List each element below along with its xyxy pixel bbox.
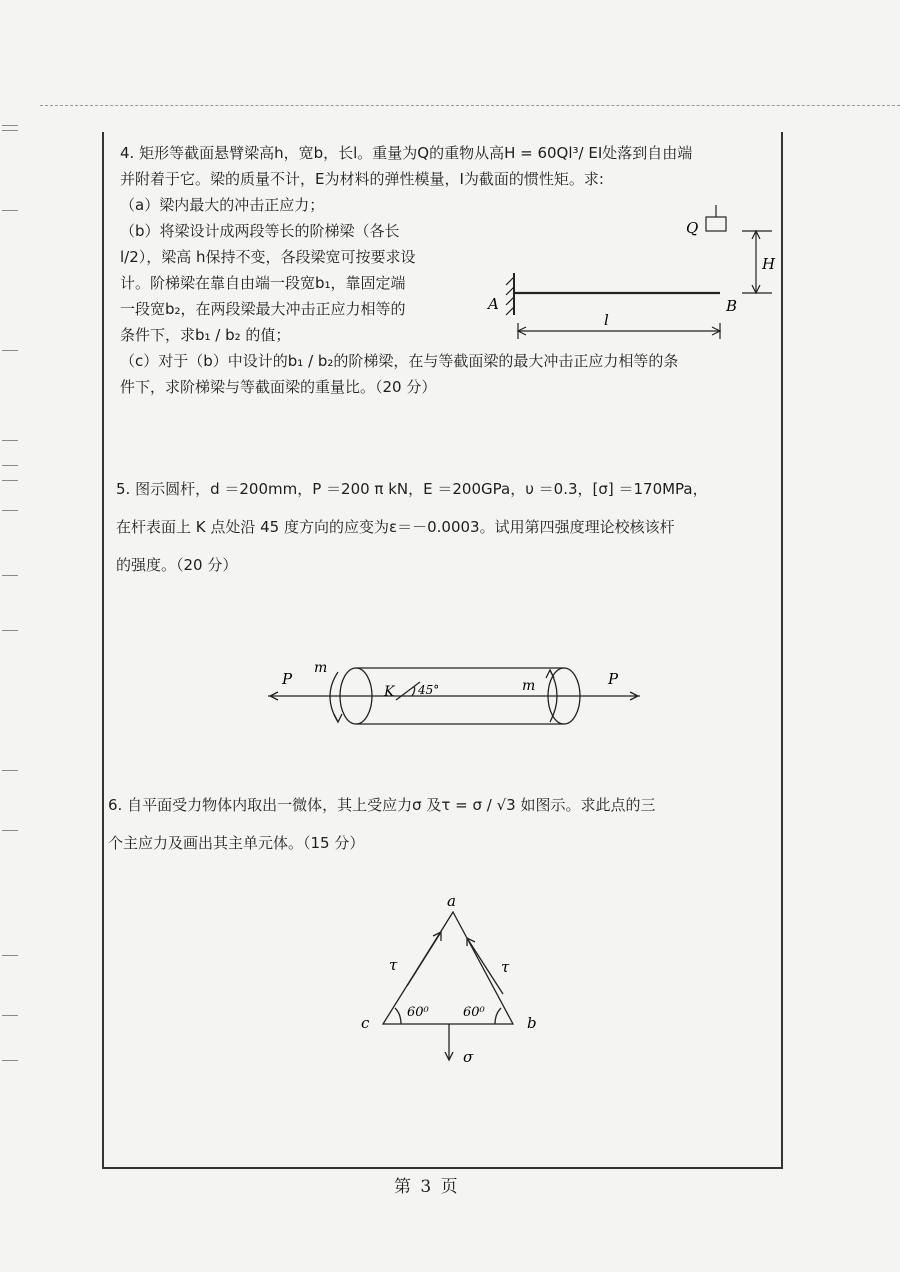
triangle-element	[383, 912, 513, 1024]
label-sigma: σ	[463, 1048, 474, 1066]
label-60-left: 60⁰	[407, 1005, 429, 1020]
q5-line-1: 5. 图示圆杆，d ＝200mm，P ＝200 π kN，E ＝200GPa，υ ＝0.3，[σ] ＝170MPa，	[116, 480, 708, 498]
label-m-left: m	[314, 660, 328, 676]
label-P-right: P	[608, 670, 619, 688]
q4-part-a: （a）梁内最大的冲击正应力；	[120, 196, 325, 214]
label-B: B	[726, 297, 738, 315]
q4-part-b-2: l/2），梁高 h保持不变，各段梁宽可按要求设	[120, 248, 416, 266]
triangle-element-figure	[355, 890, 555, 1070]
q6-line-2: 个主应力及画出其主单元体。（15 分）	[108, 834, 365, 852]
label-tau-right: τ	[501, 958, 510, 976]
label-a: a	[447, 892, 456, 910]
label-60-right: 60⁰	[463, 1005, 485, 1020]
cantilever-beam-figure	[480, 195, 780, 355]
label-c: c	[361, 1014, 370, 1032]
tau-arrow-right	[467, 938, 503, 994]
label-45-degrees: 45°	[418, 683, 440, 697]
label-K: K	[384, 684, 395, 700]
label-m-right: m	[522, 678, 536, 694]
q4-part-c-2: 件下，求阶梯梁与等截面梁的重量比。（20 分）	[120, 378, 437, 396]
label-Q: Q	[686, 219, 699, 237]
q5-line-3: 的强度。（20 分）	[116, 556, 238, 574]
scan-margin-marks	[0, 110, 30, 1070]
label-A: A	[488, 295, 499, 313]
question-6	[108, 786, 788, 862]
label-l: l	[604, 311, 609, 329]
q4-part-b-4: 一段宽b₂，在两段梁最大冲击正应力相等的	[120, 300, 406, 318]
q4-part-b-3: 计。阶梯梁在靠自由端一段宽b₁，靠固定端	[120, 274, 406, 292]
label-tau-left: τ	[389, 956, 398, 974]
weight-block	[706, 217, 726, 231]
scan-header-line	[40, 105, 900, 106]
strain-direction-line	[396, 682, 420, 700]
label-P-left: P	[282, 670, 293, 688]
q4-part-b-1: （b）将梁设计成两段等长的阶梯梁（各长	[120, 222, 400, 240]
q4-line-1: 4. 矩形等截面悬臂梁高h，宽b，长l。重量为Q的重物从高H = 60Ql³/ EI处落到自由端	[120, 144, 693, 162]
q4-part-b-5: 条件下，求b₁ / b₂ 的值；	[120, 326, 291, 344]
tau-arrow-left	[407, 932, 441, 986]
label-H: H	[762, 255, 776, 273]
label-b: b	[527, 1014, 537, 1032]
q6-line-1: 6. 自平面受力物体内取出一微体，其上受应力σ 及τ = σ / √3 如图示。求此点的三	[108, 796, 656, 814]
question-5	[116, 470, 786, 584]
circular-rod-figure	[268, 656, 648, 736]
page-number: 第 3 页	[394, 1177, 460, 1197]
q4-line-2: 并附着于它。梁的质量不计，E为材料的弹性模量，I为截面的惯性矩。求:	[120, 170, 604, 188]
q4-part-c-1: （c）对于（b）中设计的b₁ / b₂的阶梯梁，在与等截面梁的最大冲击正应力相等的条	[120, 352, 679, 370]
q5-line-2: 在杆表面上 K 点处沿 45 度方向的应变为ε＝－0.0003。试用第四强度理论校核该杆	[116, 518, 675, 536]
